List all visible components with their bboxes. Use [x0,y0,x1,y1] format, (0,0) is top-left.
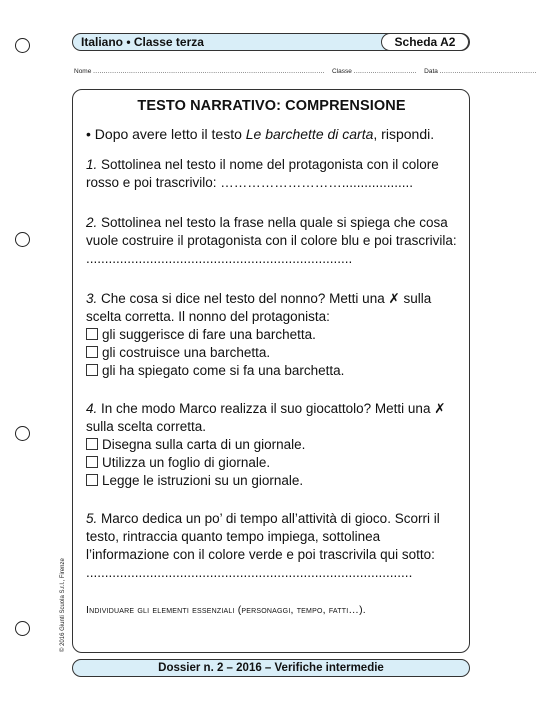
question-text: Che cosa si dice nel testo del nonno? Metti una [101,291,389,306]
date-label: Data [424,68,438,75]
option-row[interactable] [86,362,457,380]
checkbox[interactable] [86,364,98,376]
option-label: Utilizza un foglio di giornale. [102,455,271,470]
option-row[interactable] [86,472,457,490]
option-label: gli ha spiegato come si fa una barchetta. [102,363,345,378]
class-label: Classe [332,68,352,75]
question-text-end: sulla scelta corretta. Il nonno del protagonista: [86,291,432,324]
cross-mark-icon: ✗ [388,291,400,306]
option-label: Disegna sulla carta di un giornale. [102,437,306,452]
option-label: gli suggerisce di fare una barchetta. [102,327,316,342]
question-text: Marco dedica un po’ di tempo all’attività di gioco. Scorri il testo, rintraccia quanto tempo impiega, sottolinea l’informazione con il colore verde e poi trascrivila qui sotto: ....................................................................................... [86,511,440,580]
checkbox[interactable] [86,474,98,486]
question-number: 2. [86,215,98,230]
question-4 [86,400,457,436]
question-3 [86,290,457,326]
header-bar [72,33,470,51]
checkbox[interactable] [86,438,98,450]
question-number: 4. [86,401,98,416]
question-5 [86,510,457,582]
learning-objective-note: Individuare gli elementi essenziali (personaggi, tempo, fatti…). [86,604,366,616]
question-1 [86,156,457,192]
footer-bar: Dossier n. 2 – 2016 – Verifiche intermedie [72,659,470,677]
question-text: In che modo Marco realizza il suo giocattolo? Metti una [101,401,435,416]
binder-hole-lower-middle [15,426,30,441]
intro-text: • Dopo avere letto il testo [86,126,246,142]
binder-hole-upper-middle [15,232,30,247]
copyright-notice: © 2016 Giunti Scuola S.r.l., Firenze [60,558,66,652]
question-number: 1. [86,157,98,172]
date-field[interactable]: .............................................. [439,68,537,75]
option-row[interactable] [86,326,457,344]
checkbox[interactable] [86,456,98,468]
student-info-fields [74,68,537,75]
question-number: 5. [86,511,98,526]
option-row[interactable] [86,436,457,454]
binder-hole-bottom [15,621,30,636]
option-label: Legge le istruzioni su un giornale. [102,473,304,488]
question-2 [86,214,457,268]
worksheet-title: TESTO NARRATIVO: COMPRENSIONE [137,98,406,114]
checkbox[interactable] [86,328,98,340]
question-text: Sottolinea nel testo il nome del protagonista con il colore rosso e poi trascrivilo: ………………………................... [86,157,439,190]
cross-mark-icon: ✗ [434,401,446,416]
binder-hole-top [15,38,30,53]
worksheet-box [72,89,470,653]
class-field[interactable]: .............................. [353,68,417,75]
checkbox[interactable] [86,346,98,358]
intro-instruction [86,125,457,143]
name-label: Nome [74,68,92,75]
question-text: Sottolinea nel testo la frase nella quale si spiega che cosa vuole costruire il protagonista con il colore blu e poi trascrivila: ....................................................................... [86,215,457,266]
story-title: Le barchette di carta [245,126,374,142]
subject-class-label: Italiano • Classe terza [81,35,204,49]
name-field[interactable]: .............................................................................................................. [93,68,325,75]
intro-text-end: , rispondi. [373,126,435,142]
sheet-id-badge: Scheda A2 [381,33,469,51]
option-row[interactable] [86,454,457,472]
option-row[interactable] [86,344,457,362]
question-number: 3. [86,291,98,306]
option-label: gli costruisce una barchetta. [102,345,271,360]
question-text-end: sulla scelta corretta. [86,419,207,434]
